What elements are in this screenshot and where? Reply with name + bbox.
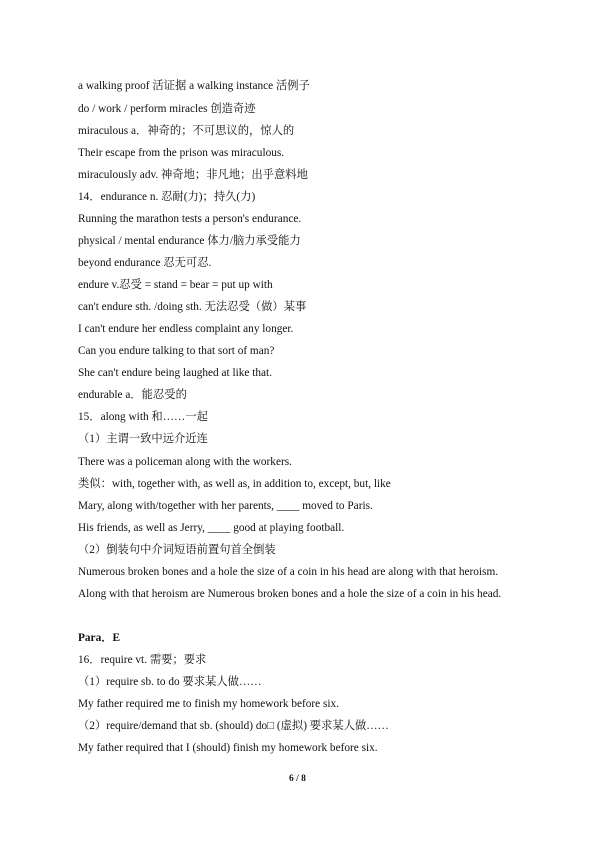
page-number: 6 / 8 [289, 774, 306, 784]
text-line-18: There was a policeman along with the workers. [78, 456, 292, 468]
text-line-4: Their escape from the prison was miraculous. [78, 147, 285, 159]
text-line-28: My father required me to finish my homework before six. [78, 698, 340, 710]
text-line-3: miraculous a．神奇的；不可思议的，惊人的 [78, 125, 295, 137]
text-line-12: I can't endure her endless complaint any longer. [78, 323, 294, 335]
text-line-1: a walking proof 活证据 a walking instance 活例子 [78, 80, 310, 92]
text-line-14: She can't endure being laughed at like that. [78, 367, 273, 379]
text-line-10: endure v.忍受 = stand = bear = put up with [78, 279, 273, 291]
text-line-23: Numerous broken bones and a hole the size of a coin in his head are along with that heroism. [78, 566, 499, 578]
section-heading: Para．E [78, 632, 121, 644]
text-line-20: Mary, along with/together with her parents, ____ moved to Paris. [78, 500, 373, 512]
text-line-27: （1）require sb. to do 要求某人做…… [78, 676, 262, 688]
text-line-15: endurable a．能忍受的 [78, 389, 187, 401]
text-line-21: His friends, as well as Jerry, ____ good at playing football. [78, 522, 345, 534]
text-line-22: （2）倒装句中介词短语前置句首全倒装 [78, 544, 276, 556]
text-line-30: My father required that I (should) finish my homework before six. [78, 742, 378, 754]
text-line-6: 14．endurance n. 忍耐(力)；持久(力) [78, 191, 256, 203]
text-line-26: 16．require vt. 需要；要求 [78, 654, 207, 666]
text-line-8: physical / mental endurance 体力/脑力承受能力 [78, 235, 301, 247]
text-line-7: Running the marathon tests a person's endurance. [78, 213, 302, 225]
text-line-2: do / work / perform miracles 创造奇迹 [78, 103, 256, 115]
text-line-9: beyond endurance 忍无可忍. [78, 257, 212, 269]
text-line-24: Along with that heroism are Numerous broken bones and a hole the size of a coin in his head. [78, 588, 502, 600]
text-line-11: can't endure sth. /doing sth. 无法忍受（做）某事 [78, 301, 307, 313]
text-line-19: 类似：with, together with, as well as, in addition to, except, but, like [78, 478, 391, 490]
text-line-16: 15．along with 和……一起 [78, 411, 208, 423]
text-line-17: （1）主谓一致中远介近连 [78, 433, 208, 445]
text-line-13: Can you endure talking to that sort of man? [78, 345, 275, 357]
text-line-5: miraculously adv. 神奇地；非凡地；出乎意料地 [78, 169, 308, 181]
text-line-29: （2）require/demand that sb. (should) do□ (虚拟) 要求某人做…… [78, 720, 389, 732]
